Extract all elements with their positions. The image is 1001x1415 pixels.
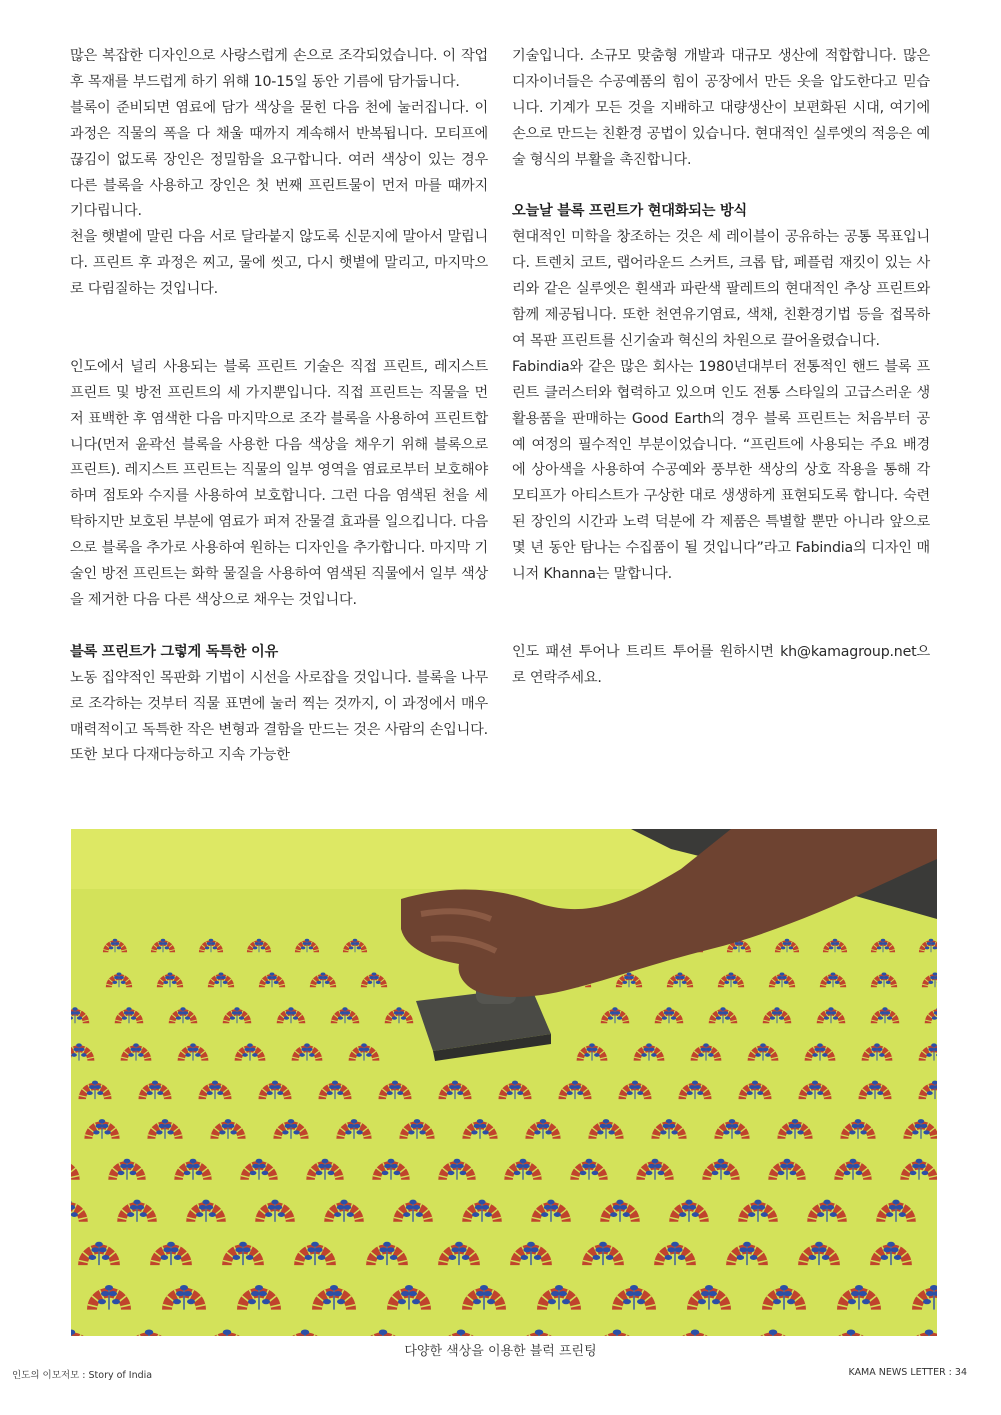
- footer-section-title: 인도의 이모저모 : Story of India: [12, 1370, 153, 1381]
- spacer: [70, 303, 488, 355]
- spacer: [512, 174, 930, 200]
- left-column: [70, 44, 488, 769]
- right-column: [512, 44, 930, 692]
- paragraph: 인도에서 널리 사용되는 블록 프린트 기술은 직접 프린트, 레지스트 프린트 및 방전 프린트의 세 가지뿐입니다. 직접 프린트는 직물을 먼저 표백한 후 염색한 다음 마지막으로 조각 블록을 사용하여 프린트합니다(먼저 윤곽선 블록을 사용한 다음 색상을 채우기 위해 블록으로 프린트). 레지스트 프린트는 직물의 일부 영역을 염료로부터 보호해야 하며 점토와 수지를 사용하여 보호합니다. 그런 다음 염색된 천을 세탁하지만 보호된 부분에 염료가 퍼져 잔물결 효과를 일으킵니다. 다음으로 블록을 추가로 사용하여 원하는 디자인을 추가합니다. 마지막 기술인 방전 프린트는 화학 물질을 사용하여 염색된 직물에서 일부 색상을 제거한 다음 다른 색상으로 채우는 것입니다.: [70, 358, 488, 609]
- block-printing-illustration: [71, 829, 937, 1336]
- paragraph: 기술입니다. 소규모 맞춤형 개발과 대규모 생산에 적합합니다. 많은 디자이너들은 수공예품의 힘이 공장에서 만든 옷을 압도한다고 믿습니다. 기계가 모든 것을 지배하고 대량생산이 보편화된 시대, 여기에 손으로 만드는 친환경 공법이 있습니다. 현대적인 실루엣의 적응은 예술 형식의 부활을 촉진합니다.: [512, 48, 930, 168]
- block-printing-photo: [71, 829, 937, 1336]
- footer-page-number: KAMA NEWS LETTER : 34: [848, 1367, 967, 1378]
- section-heading: 오늘날 블록 프린트가 현대화되는 방식: [512, 203, 748, 220]
- photo-caption: 다양한 색상을 이용한 블럭 프린팅: [404, 1344, 597, 1359]
- paragraph: 인도 패션 투어나 트리트 투어를 원하시면 kh@kamagroup.net으로 연락주세요.: [512, 643, 930, 686]
- paragraph: Fabindia와 같은 많은 회사는 1980년대부터 전통적인 핸드 블록 프린트 클러스터와 협력하고 있으며 인도 전통 스타일의 고급스러운 생활용품을 판매하는 Good Earth의 경우 블록 프린트는 처음부터 공예 여정의 필수적인 부분이었습니다. “프린트에 사용되는 주요 배경에 상아색을 사용하여 수공예와 풍부한 색상의 상호 작용을 통해 각 모티프가 아티스트가 구상한 대로 생생하게 표현되도록 합니다. 숙련된 장인의 시간과 노력 덕분에 각 제품은 특별할 뿐만 아니라 앞으로 몇 년 동안 탐나는 수집품이 될 것입니다”라고 Fabindia의 디자인 매니저 Khanna는 말합니다.: [512, 358, 930, 583]
- section-heading: 블록 프린트가 그렇게 독특한 이유: [70, 643, 279, 660]
- spacer: [70, 614, 488, 640]
- spacer: [512, 588, 930, 640]
- paragraph: 현대적인 미학을 창조하는 것은 세 레이블이 공유하는 공통 목표입니다. 트렌치 코트, 랩어라운드 스커트, 크롭 탑, 페플럼 재킷이 있는 사리와 같은 실루엣은 흰색과 파란색 팔레트의 현대적인 추상 프린트와 함께 제공됩니다. 또한 천연유기염료, 색채, 친환경기법 등을 접목하여 목판 프린트를 신기술과 혁신의 차원으로 끌어올렸습니다.: [512, 229, 930, 349]
- paragraph: 노동 집약적인 목판화 기법이 시선을 사로잡을 것입니다. 블록을 나무로 조각하는 것부터 직물 표면에 눌러 찍는 것까지, 이 과정에서 매우 매력적이고 독특한 작은 변형과 결함을 만드는 것은 사람의 손입니다. 또한 보다 다재다능하고 지속 가능한: [70, 669, 488, 764]
- paragraph: 많은 복잡한 디자인으로 사랑스럽게 손으로 조각되었습니다. 이 작업 후 목재를 부드럽게 하기 위해 10-15일 동안 기름에 담가둡니다.: [70, 48, 488, 90]
- paragraph: 천을 햇볕에 말린 다음 서로 달라붙지 않도록 신문지에 말아서 말립니다. 프린트 후 과정은 찌고, 물에 씻고, 다시 햇볕에 말리고, 마지막으로 다림질하는 것입니다.: [70, 229, 488, 298]
- paragraph: 블록이 준비되면 염료에 담가 색상을 묻힌 다음 천에 눌러집니다. 이 과정은 직물의 폭을 다 채울 때까지 계속해서 반복됩니다. 모티프에 끊김이 없도록 장인은 정밀함을 요구합니다. 여러 색상이 있는 경우 다른 블록을 사용하고 장인은 첫 번째 프린트물이 먼저 마를 때까지 기다립니다.: [70, 99, 488, 220]
